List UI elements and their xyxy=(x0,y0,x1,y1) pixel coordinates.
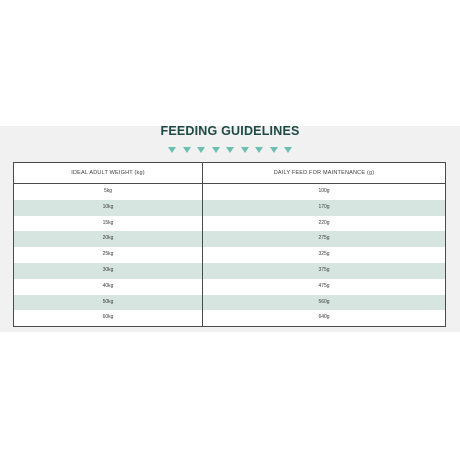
triangle-down-icon xyxy=(284,147,292,153)
daily-feed-cell: 375g xyxy=(318,266,330,273)
triangle-down-icon xyxy=(197,147,205,153)
decorative-divider xyxy=(168,147,292,155)
weight-cell: 30kg xyxy=(102,266,114,273)
triangle-down-icon xyxy=(270,147,278,153)
weight-cell: 50kg xyxy=(102,298,114,305)
triangle-down-icon xyxy=(241,147,249,153)
table-row xyxy=(14,263,445,279)
weight-cell: 20kg xyxy=(102,235,114,242)
triangle-down-icon xyxy=(183,147,191,153)
column-header-weight: IDEAL ADULT WEIGHT (kg) xyxy=(71,170,145,176)
feeding-table xyxy=(13,162,446,327)
table-body xyxy=(14,184,445,326)
triangle-down-icon xyxy=(168,147,176,153)
table-row xyxy=(14,216,445,232)
table-row xyxy=(14,279,445,295)
daily-feed-cell: 325g xyxy=(318,251,330,258)
table-row xyxy=(14,184,445,200)
table-header-row xyxy=(14,163,445,184)
daily-feed-cell: 100g xyxy=(318,188,330,194)
weight-cell: 40kg xyxy=(102,282,114,289)
daily-feed-cell: 170g xyxy=(318,203,330,210)
daily-feed-cell: 560g xyxy=(318,298,330,305)
daily-feed-cell: 640g xyxy=(318,314,330,321)
triangle-down-icon xyxy=(255,147,263,153)
weight-cell: 60kg xyxy=(102,314,114,321)
triangle-down-icon xyxy=(226,147,234,153)
daily-feed-cell: 475g xyxy=(318,282,330,289)
weight-cell: 5kg xyxy=(103,188,113,194)
column-divider xyxy=(202,163,203,326)
daily-feed-cell: 220g xyxy=(318,219,330,226)
daily-feed-cell: 275g xyxy=(318,235,330,242)
table-row xyxy=(14,310,445,326)
column-header-daily-feed: DAILY FEED FOR MAINTENANCE (g) xyxy=(273,170,375,176)
weight-cell: 25kg xyxy=(102,251,114,258)
weight-cell: 10kg xyxy=(102,203,114,210)
weight-cell: 15kg xyxy=(102,219,114,226)
triangle-down-icon xyxy=(212,147,220,153)
table-row xyxy=(14,247,445,263)
table-row xyxy=(14,231,445,247)
page-title: FEEDING GUIDELINES xyxy=(160,124,300,138)
table-row xyxy=(14,200,445,216)
table-row xyxy=(14,295,445,311)
